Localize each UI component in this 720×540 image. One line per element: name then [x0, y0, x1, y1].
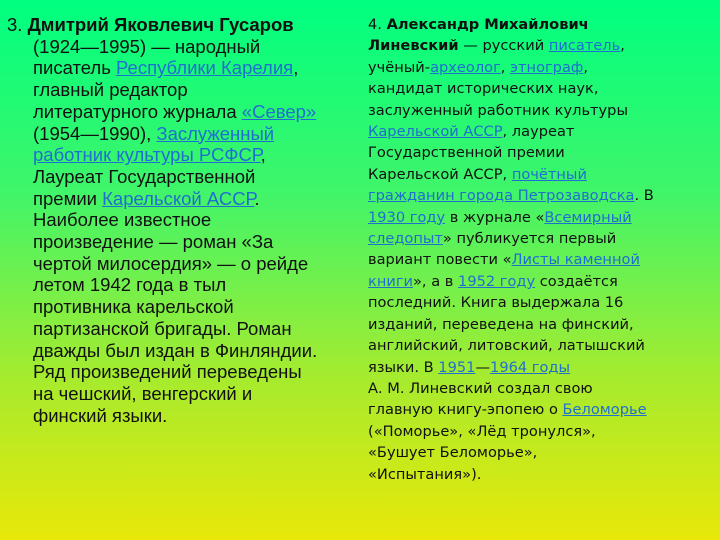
- hyperlink[interactable]: Всемирный: [544, 208, 632, 226]
- text-line: [368, 228, 716, 249]
- text-segment: учёный-: [368, 58, 431, 76]
- hyperlink[interactable]: писатель: [548, 37, 621, 55]
- text-segment: летом 1942 года в тыл: [33, 274, 227, 296]
- text-segment: А. М. Линевский создал свою: [368, 379, 593, 397]
- text-segment: партизанской бригады. Роман: [33, 317, 292, 339]
- text-line: [7, 296, 352, 318]
- text-segment: .: [254, 187, 260, 209]
- hyperlink[interactable]: археолог: [430, 58, 501, 76]
- text-line: [7, 274, 352, 296]
- left-biography-column: [7, 14, 352, 426]
- text-segment: —: [475, 358, 491, 376]
- hyperlink[interactable]: Карельской АССР: [102, 187, 255, 209]
- hyperlink[interactable]: Заслуженный: [156, 122, 275, 144]
- text-segment: кандидат исторических наук,: [368, 80, 599, 98]
- text-segment: Карельской АССР,: [368, 165, 512, 183]
- text-line: [368, 14, 716, 35]
- text-line: [368, 314, 716, 335]
- text-line: [368, 442, 716, 463]
- hyperlink[interactable]: почётный: [511, 165, 587, 183]
- text-line: [7, 57, 352, 79]
- text-segment: («Поморье», «Лёд тронулся»,: [368, 422, 596, 440]
- text-line: [7, 144, 352, 166]
- person-name: Александр Михайлович: [386, 16, 589, 33]
- text-segment: главную книгу-эпопею о: [368, 401, 563, 419]
- text-line: [7, 253, 352, 275]
- text-line: [368, 335, 716, 356]
- text-line: [368, 57, 716, 78]
- text-segment: ,: [260, 144, 266, 166]
- text-segment: , лауреат: [502, 123, 575, 141]
- text-line: [368, 207, 716, 228]
- text-segment: Государственной премии: [368, 144, 565, 162]
- text-line: [368, 378, 716, 399]
- hyperlink[interactable]: работник культуры РСФСР: [33, 144, 261, 166]
- text-segment: литературного журнала: [33, 100, 242, 122]
- text-segment: главный редактор: [33, 79, 188, 101]
- text-line: [368, 271, 716, 292]
- text-line: [7, 36, 352, 58]
- text-segment: Лауреат Государственной: [33, 165, 256, 187]
- text-segment: (1954—1990),: [33, 122, 157, 144]
- text-segment: ,: [620, 37, 625, 55]
- text-segment: 4.: [368, 16, 387, 33]
- text-line: [368, 399, 716, 420]
- text-line: [7, 79, 352, 101]
- text-line: [368, 164, 716, 185]
- text-segment: чертой милосердия» — о рейде: [33, 252, 309, 274]
- hyperlink[interactable]: 1964 годы: [490, 358, 571, 376]
- hyperlink[interactable]: 1952 году: [458, 272, 536, 290]
- hyperlink[interactable]: Беломорье: [562, 401, 647, 419]
- hyperlink[interactable]: 1951: [438, 358, 476, 376]
- text-line: [368, 185, 716, 206]
- text-line: [7, 166, 352, 188]
- text-segment: Ряд произведений переведены: [33, 361, 302, 383]
- text-line: [7, 383, 352, 405]
- text-segment: », а в: [413, 272, 459, 290]
- text-line: [368, 142, 716, 163]
- hyperlink[interactable]: Карельской АССР: [368, 123, 503, 141]
- text-segment: . В: [634, 187, 654, 205]
- text-segment: писатель: [33, 57, 116, 79]
- text-line: [368, 35, 716, 56]
- text-segment: 3.: [7, 14, 28, 35]
- text-segment: произведение — роман «За: [33, 231, 274, 253]
- text-line: [7, 209, 352, 231]
- hyperlink[interactable]: «Север»: [241, 100, 317, 122]
- text-line: [7, 318, 352, 340]
- hyperlink[interactable]: Республики Карелия: [116, 57, 294, 79]
- text-segment: ,: [500, 58, 511, 76]
- text-line: [7, 361, 352, 383]
- text-segment: ,: [583, 58, 589, 76]
- text-line: [368, 249, 716, 270]
- right-biography-column: [368, 14, 716, 485]
- text-line: [368, 421, 716, 442]
- text-segment: (1924—1995) — народный: [33, 35, 261, 57]
- text-segment: последний. Книга выдержала 16: [368, 294, 624, 312]
- text-segment: ,: [293, 57, 299, 79]
- text-segment: дважды был издан в Финляндии.: [33, 339, 318, 361]
- hyperlink[interactable]: книги: [368, 272, 413, 290]
- text-segment: «Бушует Беломорье»,: [368, 444, 538, 462]
- text-segment: в журнале «: [445, 208, 545, 226]
- hyperlink[interactable]: этнограф: [510, 58, 584, 76]
- text-segment: противника карельской: [33, 296, 234, 318]
- text-segment: «Испытания»).: [368, 465, 482, 483]
- person-name: Дмитрий Яковлевич Гусаров: [27, 14, 294, 35]
- text-line: [368, 357, 716, 378]
- text-line: [7, 231, 352, 253]
- text-line: [7, 188, 352, 210]
- text-segment: заслуженный работник культуры: [368, 101, 628, 119]
- text-segment: финский языки.: [33, 404, 168, 426]
- text-segment: вариант повести «: [368, 251, 512, 269]
- text-segment: — русский: [458, 37, 549, 55]
- text-line: [7, 123, 352, 145]
- hyperlink[interactable]: гражданин города Петрозаводска: [368, 187, 635, 205]
- text-line: [368, 78, 716, 99]
- text-segment: изданий, переведена на финский,: [368, 315, 634, 333]
- person-name: Линевский: [368, 37, 459, 55]
- text-line: [7, 340, 352, 362]
- text-line: [7, 101, 352, 123]
- hyperlink[interactable]: Листы каменной: [511, 251, 640, 269]
- text-line: [368, 292, 716, 313]
- text-segment: английский, литовский, латышский: [368, 337, 645, 355]
- text-segment: создаётся: [535, 272, 618, 290]
- text-segment: » публикуется первый: [442, 230, 617, 248]
- hyperlink[interactable]: 1930 году: [368, 208, 446, 226]
- text-line: [7, 14, 352, 36]
- text-segment: на чешский, венгерский и: [33, 382, 253, 404]
- text-line: [7, 405, 352, 427]
- text-segment: премии: [33, 187, 103, 209]
- text-line: [368, 100, 716, 121]
- text-line: [368, 121, 716, 142]
- text-segment: языки. В: [368, 358, 439, 376]
- text-segment: Наиболее известное: [33, 209, 212, 231]
- hyperlink[interactable]: следопыт: [368, 230, 443, 248]
- text-line: [368, 464, 716, 485]
